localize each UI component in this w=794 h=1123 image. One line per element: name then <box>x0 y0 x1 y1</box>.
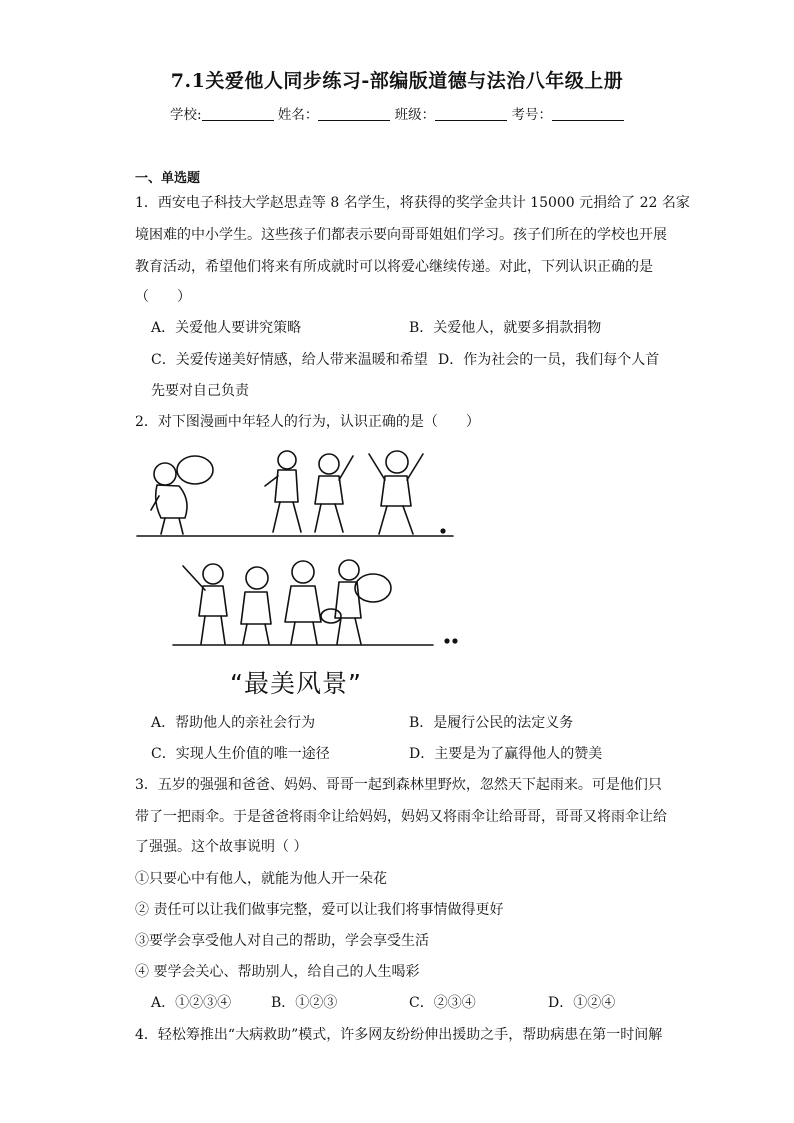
school-blank[interactable] <box>202 108 274 121</box>
q3-statement-1: ①只要心中有他人，就能为他人开一朵花 <box>135 871 387 887</box>
q2-option-a[interactable]: A．帮助他人的亲社会行为 <box>151 715 316 731</box>
q1-line-1: 1．西安电子科技大学赵思垚等 8 名学生，将获得的奖学金共计 15000 元捐给了 22 名家 <box>135 195 690 211</box>
q3-statement-3: ③要学会享受他人对自己的帮助，学会享受生活 <box>135 933 429 949</box>
q4-line-1: 4．轻松筹推出“大病救助”模式，许多网友纷纷伸出援助之手，帮助病患在第一时间解 <box>135 1027 663 1043</box>
q1-option-d-cont: 先要对自己负责 <box>151 383 249 399</box>
q1-option-c[interactable]: C．关爱传递美好情感，给人带来温暖和希望 <box>151 352 428 368</box>
class-blank[interactable] <box>435 108 507 121</box>
name-label: 姓名： <box>277 107 319 123</box>
section-title: 一、单选题 <box>135 171 201 186</box>
student-info-line <box>0 103 794 123</box>
q1-line-2: 境困难的中小学生。这些孩子们都表示要向哥哥姐姐们学习。孩子们所在的学校也开展 <box>135 227 667 243</box>
q2-stem: 2．对下图漫画中年轻人的行为，认识正确的是（ ） <box>135 414 480 430</box>
comic-illustration <box>135 440 465 702</box>
q2-option-c[interactable]: C．实现人生价值的唯一途径 <box>151 746 330 762</box>
q1-line-3: 教育活动，希望他们将来有所成就时可以将爱心继续传递。对此，下列认识正确的是 <box>135 259 653 275</box>
q2-option-d[interactable]: D．主要是为了赢得他人的赞美 <box>409 746 603 762</box>
q3-line-1: 3．五岁的强强和爸爸、妈妈、哥哥一起到森林里野炊，忽然天下起雨来。可是他们只 <box>135 777 662 793</box>
class-label: 班级： <box>394 107 436 123</box>
school-label: 学校: <box>170 107 202 123</box>
page-title: 7.1关爱他人同步练习-部编版道德与法治八年级上册 <box>170 70 624 92</box>
number-label: 考号： <box>511 107 552 123</box>
q2-option-b[interactable]: B．是履行公民的法定义务 <box>409 715 574 731</box>
q3-statement-2: ② 责任可以让我们做事完整，爱可以让我们将事情做得更好 <box>135 902 504 918</box>
number-blank[interactable] <box>552 108 624 121</box>
comic-caption: “最美风景” <box>230 669 362 698</box>
q1-option-d[interactable]: D．作为社会的一员，我们每个人首 <box>438 352 660 368</box>
q3-line-3: 了强强。这个故事说明（ ） <box>135 839 308 855</box>
q1-option-b[interactable]: B．关爱他人，就要多捐款捐物 <box>409 320 602 336</box>
name-blank[interactable] <box>318 108 390 121</box>
q3-option-a[interactable]: A．①②③④ <box>151 995 232 1011</box>
q3-option-c[interactable]: C．②③④ <box>409 995 476 1011</box>
q3-option-b[interactable]: B．①②③ <box>271 995 338 1011</box>
q3-statement-4: ④ 要学会关心、帮助别人，给自己的人生喝彩 <box>135 964 420 980</box>
q3-option-d[interactable]: D．①②④ <box>548 995 616 1011</box>
q1-line-4: （ ） <box>135 289 191 305</box>
q1-option-a[interactable]: A．关爱他人要讲究策略 <box>151 320 302 336</box>
q3-line-2: 带了一把雨伞。于是爸爸将雨伞让给妈妈，妈妈又将雨伞让给哥哥，哥哥又将雨伞让给 <box>135 809 667 825</box>
